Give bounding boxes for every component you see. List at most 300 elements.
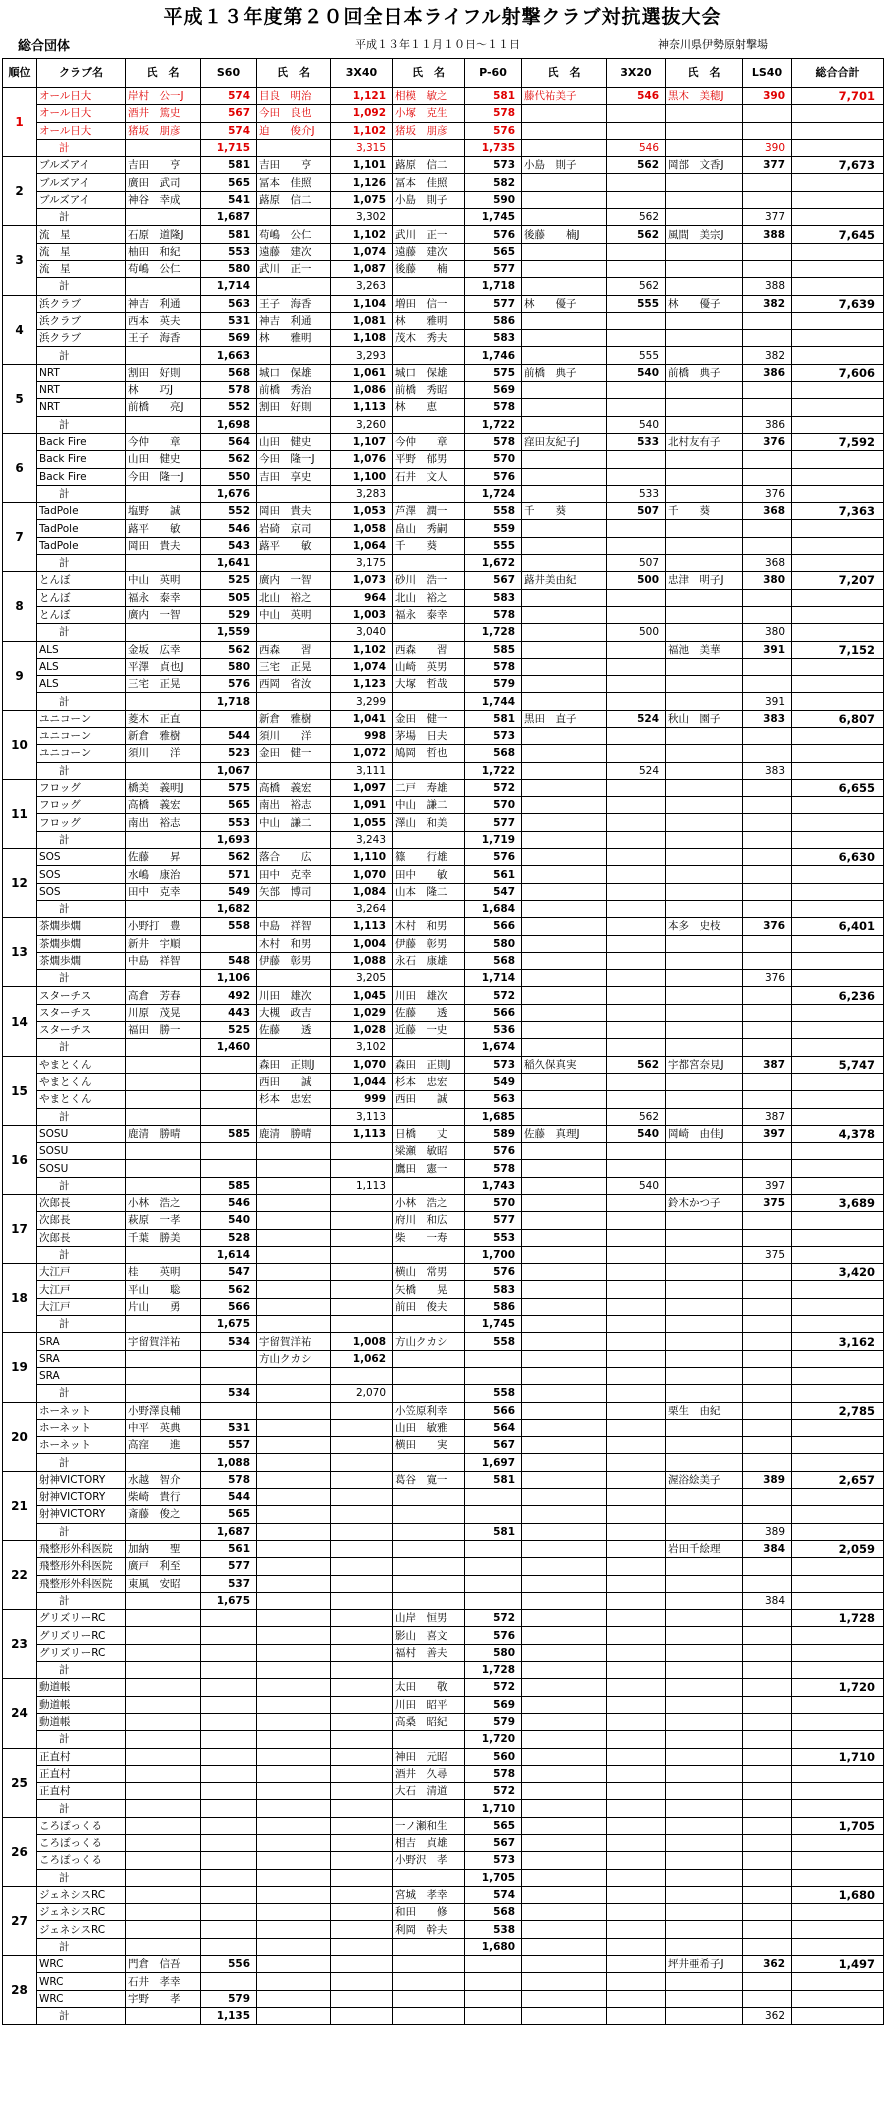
team-member-row: [3, 433, 884, 450]
team-member-row: [3, 797, 884, 814]
shooter-name-p60: 佐藤 透: [393, 1004, 465, 1021]
empty-cell: [743, 537, 792, 554]
empty-cell: [607, 382, 666, 399]
empty-cell: [607, 399, 666, 416]
empty-cell: [792, 1229, 884, 1246]
subtotal-label: 計: [37, 693, 126, 710]
team-member-row: [3, 1817, 884, 1834]
shooter-name-p60: [393, 1990, 465, 2007]
score-ls40: [743, 1610, 792, 1627]
empty-cell: [126, 1454, 201, 1471]
empty-cell: [666, 347, 743, 364]
empty-cell: [522, 1022, 607, 1039]
empty-cell: [126, 416, 201, 433]
subtotal-ls40: [743, 1039, 792, 1056]
score-3x40: 1,104: [331, 295, 393, 312]
score-s60: [201, 1679, 257, 1696]
shooter-name-3x40: [257, 1558, 331, 1575]
subtotal-ls40: [743, 1385, 792, 1402]
score-s60: [201, 710, 257, 727]
shooter-name-ls40: [666, 849, 743, 866]
empty-cell: [666, 1938, 743, 1955]
empty-cell: [522, 1177, 607, 1194]
subtotal-3x40: 3,205: [331, 970, 393, 987]
empty-cell: [792, 1592, 884, 1609]
team-member-row: [3, 1748, 884, 1765]
team-rank: 11: [3, 779, 37, 848]
score-3x40: 1,092: [331, 105, 393, 122]
team-member-row: [3, 1022, 884, 1039]
score-p60: 578: [465, 433, 522, 450]
score-p60: 564: [465, 1419, 522, 1436]
empty-cell: [666, 1523, 743, 1540]
empty-cell: [522, 589, 607, 606]
score-s60: [201, 1143, 257, 1160]
empty-cell: [126, 1177, 201, 1194]
empty-cell: [792, 1437, 884, 1454]
subtotal-p60: 1,735: [465, 139, 522, 156]
shooter-name-s60: 水嶋 康治: [126, 866, 201, 883]
shooter-name-3x40: 岡田 貴夫: [257, 503, 331, 520]
score-3x40: [331, 1990, 393, 2007]
shooter-name-p60: 今仲 章: [393, 433, 465, 450]
empty-cell: [522, 866, 607, 883]
empty-cell: [666, 1506, 743, 1523]
team-rank: 3: [3, 226, 37, 295]
shooter-name-ls40: 栗生 由紀: [666, 1402, 743, 1419]
club-name: TadPole: [37, 520, 126, 537]
shooter-name-3x20: [522, 918, 607, 935]
shooter-name-s60: 加納 聖: [126, 1540, 201, 1557]
shooter-name-p60: 西田 誠: [393, 1091, 465, 1108]
shooter-name-3x20: [522, 1748, 607, 1765]
empty-cell: [607, 1921, 666, 1938]
empty-cell: [666, 1385, 743, 1402]
shooter-name-p60: 高桑 昭紀: [393, 1713, 465, 1730]
shooter-name-s60: 三宅 正晃: [126, 676, 201, 693]
subtotal-label: 計: [37, 1731, 126, 1748]
club-name: 流 星: [37, 260, 126, 277]
subtotal-ls40: 383: [743, 762, 792, 779]
empty-cell: [666, 658, 743, 675]
subtotal-label: 計: [37, 2007, 126, 2024]
empty-cell: [607, 1765, 666, 1782]
score-ls40: [743, 1817, 792, 1834]
shooter-name-s60: 宇留賀洋祐: [126, 1333, 201, 1350]
shooter-name-s60: 今田 隆一J: [126, 468, 201, 485]
score-3x20: 507: [607, 503, 666, 520]
team-member-row: [3, 1073, 884, 1090]
team-member-row: [3, 658, 884, 675]
empty-cell: [257, 831, 331, 848]
score-p60: [465, 1973, 522, 1990]
score-ls40: 376: [743, 433, 792, 450]
empty-cell: [522, 1419, 607, 1436]
empty-cell: [666, 1091, 743, 1108]
subtotal-label: 計: [37, 347, 126, 364]
club-name: ユニコーン: [37, 727, 126, 744]
club-name: 浜クラブ: [37, 330, 126, 347]
shooter-name-3x40: 西岡 省汝: [257, 676, 331, 693]
empty-cell: [666, 555, 743, 572]
score-3x40: [331, 1506, 393, 1523]
club-name: 動道帳: [37, 1679, 126, 1696]
empty-cell: [257, 1938, 331, 1955]
empty-cell: [522, 1229, 607, 1246]
shooter-name-p60: 福永 泰幸: [393, 606, 465, 623]
shooter-name-p60: 福村 善夫: [393, 1644, 465, 1661]
empty-cell: [126, 278, 201, 295]
team-subtotal-row: [3, 278, 884, 295]
shooter-name-s60: 前橋 亮J: [126, 399, 201, 416]
score-3x20: [607, 918, 666, 935]
shooter-name-p60: 相吉 貞雄: [393, 1834, 465, 1851]
shooter-name-3x40: 金田 健一: [257, 745, 331, 762]
score-s60: [201, 1783, 257, 1800]
empty-cell: [607, 1852, 666, 1869]
empty-cell: [743, 1229, 792, 1246]
shooter-name-3x40: [257, 1471, 331, 1488]
club-name: 飛整形外科医院: [37, 1558, 126, 1575]
subtotal-label: 計: [37, 1662, 126, 1679]
shooter-name-p60: 小島 則子: [393, 191, 465, 208]
score-s60: 574: [201, 88, 257, 105]
empty-cell: [792, 1662, 884, 1679]
empty-cell: [666, 399, 743, 416]
score-ls40: [743, 779, 792, 796]
empty-cell: [666, 1592, 743, 1609]
subtotal-3x20: [607, 831, 666, 848]
shooter-name-3x40: [257, 1713, 331, 1730]
empty-cell: [792, 693, 884, 710]
subtotal-3x20: [607, 1800, 666, 1817]
empty-cell: [743, 1973, 792, 1990]
empty-cell: [666, 1644, 743, 1661]
shooter-name-ls40: 岡部 文香J: [666, 157, 743, 174]
team-rank: 12: [3, 849, 37, 918]
empty-cell: [666, 174, 743, 191]
empty-cell: [607, 1367, 666, 1384]
shooter-name-3x40: [257, 1886, 331, 1903]
subtotal-3x20: 524: [607, 762, 666, 779]
score-3x40: [331, 1367, 393, 1384]
team-rank: 28: [3, 1956, 37, 2025]
shooter-name-3x40: 杉本 忠宏: [257, 1091, 331, 1108]
score-s60: 443: [201, 1004, 257, 1021]
empty-cell: [393, 555, 465, 572]
score-p60: 574: [465, 1886, 522, 1903]
team-member-row: [3, 1229, 884, 1246]
score-ls40: [743, 1402, 792, 1419]
subtotal-label: 計: [37, 1523, 126, 1540]
score-3x20: [607, 1402, 666, 1419]
team-rank: 6: [3, 433, 37, 502]
empty-cell: [522, 1990, 607, 2007]
subtotal-3x40: 3,102: [331, 1039, 393, 1056]
subtotal-3x20: [607, 1523, 666, 1540]
shooter-name-3x20: 佐藤 真理J: [522, 1125, 607, 1142]
empty-cell: [257, 900, 331, 917]
subtotal-ls40: [743, 900, 792, 917]
empty-cell: [792, 1091, 884, 1108]
subtotal-3x40: [331, 1592, 393, 1609]
subtotal-p60: 1,728: [465, 1662, 522, 1679]
score-3x40: 1,113: [331, 918, 393, 935]
score-3x20: [607, 1610, 666, 1627]
score-s60: 575: [201, 779, 257, 796]
empty-cell: [126, 347, 201, 364]
club-name: ブルズアイ: [37, 157, 126, 174]
empty-cell: [126, 209, 201, 226]
empty-cell: [792, 1852, 884, 1869]
empty-cell: [522, 1454, 607, 1471]
score-s60: 525: [201, 1022, 257, 1039]
shooter-name-3x40: 蕗平 敏: [257, 537, 331, 554]
empty-cell: [393, 485, 465, 502]
empty-cell: [666, 1869, 743, 1886]
shooter-name-3x40: 城口 保雄: [257, 364, 331, 381]
empty-cell: [666, 485, 743, 502]
score-3x40: 1,121: [331, 88, 393, 105]
subtotal-3x20: [607, 1592, 666, 1609]
shooter-name-3x40: 新倉 雅樹: [257, 710, 331, 727]
shooter-name-s60: [126, 1765, 201, 1782]
shooter-name-s60: 小野打 豊: [126, 918, 201, 935]
score-s60: [201, 1713, 257, 1730]
empty-cell: [792, 1073, 884, 1090]
shooter-name-s60: [126, 1644, 201, 1661]
empty-cell: [393, 416, 465, 433]
shooter-name-3x40: [257, 1748, 331, 1765]
score-3x20: [607, 1195, 666, 1212]
shooter-name-3x40: 北山 裕之: [257, 589, 331, 606]
subtotal-3x20: 540: [607, 1177, 666, 1194]
score-s60: 525: [201, 572, 257, 589]
empty-cell: [792, 866, 884, 883]
subtotal-3x40: [331, 1869, 393, 1886]
score-s60: 543: [201, 537, 257, 554]
club-name: ブルズアイ: [37, 174, 126, 191]
team-grand-total: 1,497: [792, 1956, 884, 1973]
empty-cell: [257, 139, 331, 156]
shooter-name-s60: [126, 1748, 201, 1765]
score-3x40: 1,102: [331, 641, 393, 658]
subtotal-label: 計: [37, 1246, 126, 1263]
shooter-name-3x40: [257, 1817, 331, 1834]
club-name: WRC: [37, 1956, 126, 1973]
empty-cell: [522, 105, 607, 122]
score-p60: 569: [465, 382, 522, 399]
shooter-name-3x40: [257, 1973, 331, 1990]
empty-cell: [743, 1437, 792, 1454]
score-ls40: 376: [743, 918, 792, 935]
subtotal-ls40: 397: [743, 1177, 792, 1194]
empty-cell: [126, 762, 201, 779]
shooter-name-3x20: [522, 1402, 607, 1419]
empty-cell: [666, 1039, 743, 1056]
team-subtotal-row: [3, 1592, 884, 1609]
shooter-name-3x40: [257, 1765, 331, 1782]
shooter-name-3x20: [522, 1610, 607, 1627]
shooter-name-s60: [126, 1367, 201, 1384]
empty-cell: [792, 1419, 884, 1436]
score-3x40: 1,061: [331, 364, 393, 381]
empty-cell: [126, 624, 201, 641]
score-3x40: 1,075: [331, 191, 393, 208]
empty-cell: [666, 1350, 743, 1367]
score-s60: 585: [201, 1125, 257, 1142]
shooter-name-s60: 岡田 貴夫: [126, 537, 201, 554]
empty-cell: [522, 1489, 607, 1506]
empty-cell: [666, 1298, 743, 1315]
team-subtotal-row: [3, 762, 884, 779]
empty-cell: [792, 1350, 884, 1367]
team-member-row: [3, 1471, 884, 1488]
empty-cell: [607, 1713, 666, 1730]
shooter-name-ls40: [666, 1886, 743, 1903]
score-ls40: 368: [743, 503, 792, 520]
empty-cell: [792, 797, 884, 814]
shooter-name-s60: 田中 克幸: [126, 883, 201, 900]
team-member-row: [3, 399, 884, 416]
empty-cell: [666, 209, 743, 226]
shooter-name-p60: [393, 1506, 465, 1523]
subtotal-3x20: [607, 2007, 666, 2024]
empty-cell: [743, 1004, 792, 1021]
score-p60: [465, 1990, 522, 2007]
shooter-name-s60: 平澤 貞也J: [126, 658, 201, 675]
shooter-name-s60: 高窪 進: [126, 1437, 201, 1454]
empty-cell: [666, 900, 743, 917]
score-s60: 567: [201, 105, 257, 122]
shooter-name-s60: 菱木 正直: [126, 710, 201, 727]
score-s60: 544: [201, 1489, 257, 1506]
shooter-name-3x40: [257, 1402, 331, 1419]
empty-cell: [666, 883, 743, 900]
shooter-name-3x40: 廣内 一智: [257, 572, 331, 589]
empty-cell: [522, 831, 607, 848]
subtotal-ls40: 387: [743, 1108, 792, 1125]
shooter-name-3x20: [522, 1540, 607, 1557]
empty-cell: [743, 1644, 792, 1661]
shooter-name-s60: [126, 1921, 201, 1938]
empty-cell: [666, 139, 743, 156]
club-name: オール日大: [37, 88, 126, 105]
team-subtotal-row: [3, 1177, 884, 1194]
score-3x40: 1,041: [331, 710, 393, 727]
empty-cell: [393, 624, 465, 641]
empty-cell: [666, 1073, 743, 1090]
team-member-row: [3, 1575, 884, 1592]
shooter-name-p60: 柴 一寿: [393, 1229, 465, 1246]
subtotal-3x20: [607, 1316, 666, 1333]
shooter-name-p60: 横田 実: [393, 1437, 465, 1454]
empty-cell: [666, 1022, 743, 1039]
subtotal-s60: [201, 1869, 257, 1886]
shooter-name-s60: [126, 1056, 201, 1073]
subtotal-3x40: 3,302: [331, 209, 393, 226]
empty-cell: [743, 1160, 792, 1177]
score-s60: 553: [201, 243, 257, 260]
subtotal-p60: 1,744: [465, 693, 522, 710]
team-subtotal-row: [3, 693, 884, 710]
team-member-row: [3, 191, 884, 208]
empty-cell: [792, 520, 884, 537]
page-title: 平成１３年度第２０回全日本ライフル射撃クラブ対抗選抜大会: [163, 6, 722, 28]
subtotal-label: 計: [37, 970, 126, 987]
table-header-row: [3, 59, 884, 88]
team-member-row: [3, 814, 884, 831]
empty-cell: [666, 676, 743, 693]
team-member-row: [3, 1264, 884, 1281]
score-ls40: 362: [743, 1956, 792, 1973]
shooter-name-3x40: 大槻 政吉: [257, 1004, 331, 1021]
empty-cell: [522, 399, 607, 416]
club-name: SOS: [37, 883, 126, 900]
club-name: 茶燗歩燗: [37, 935, 126, 952]
header-3x20: 3X20: [607, 59, 666, 88]
empty-cell: [792, 1800, 884, 1817]
subtotal-3x20: 500: [607, 624, 666, 641]
score-s60: [201, 1644, 257, 1661]
score-p60: 576: [465, 1264, 522, 1281]
empty-cell: [743, 1783, 792, 1800]
score-3x40: [331, 1419, 393, 1436]
shooter-name-3x40: 遠藤 建次: [257, 243, 331, 260]
empty-cell: [522, 191, 607, 208]
team-rank: 4: [3, 295, 37, 364]
score-3x40: 1,055: [331, 814, 393, 831]
team-grand-total: 5,747: [792, 1056, 884, 1073]
subtotal-3x20: [607, 1246, 666, 1263]
subtotal-3x40: 3,040: [331, 624, 393, 641]
shooter-name-s60: 川原 茂晃: [126, 1004, 201, 1021]
club-name: ジェネシスRC: [37, 1921, 126, 1938]
score-3x40: [331, 1229, 393, 1246]
score-s60: [201, 1696, 257, 1713]
empty-cell: [792, 1575, 884, 1592]
score-3x40: 1,100: [331, 468, 393, 485]
score-3x40: [331, 1748, 393, 1765]
score-s60: 568: [201, 364, 257, 381]
shooter-name-p60: 金田 健一: [393, 710, 465, 727]
empty-cell: [607, 191, 666, 208]
club-name: 浜クラブ: [37, 312, 126, 329]
team-member-row: [3, 260, 884, 277]
score-p60: 573: [465, 157, 522, 174]
score-3x20: [607, 1333, 666, 1350]
shooter-name-p60: 澤山 和美: [393, 814, 465, 831]
shooter-name-p60: 増田 信一: [393, 295, 465, 312]
empty-cell: [792, 1454, 884, 1471]
empty-cell: [666, 1212, 743, 1229]
score-s60: [201, 1402, 257, 1419]
shooter-name-s60: 福田 勝一: [126, 1022, 201, 1039]
empty-cell: [743, 589, 792, 606]
empty-cell: [607, 1419, 666, 1436]
score-3x20: 546: [607, 88, 666, 105]
team-rank: 27: [3, 1886, 37, 1955]
shooter-name-3x20: [522, 987, 607, 1004]
empty-cell: [666, 122, 743, 139]
empty-cell: [666, 451, 743, 468]
header-rank: 順位: [3, 59, 37, 88]
score-s60: [201, 1904, 257, 1921]
shooter-name-3x40: 林 雅明: [257, 330, 331, 347]
empty-cell: [666, 1921, 743, 1938]
score-s60: 565: [201, 174, 257, 191]
empty-cell: [393, 1039, 465, 1056]
